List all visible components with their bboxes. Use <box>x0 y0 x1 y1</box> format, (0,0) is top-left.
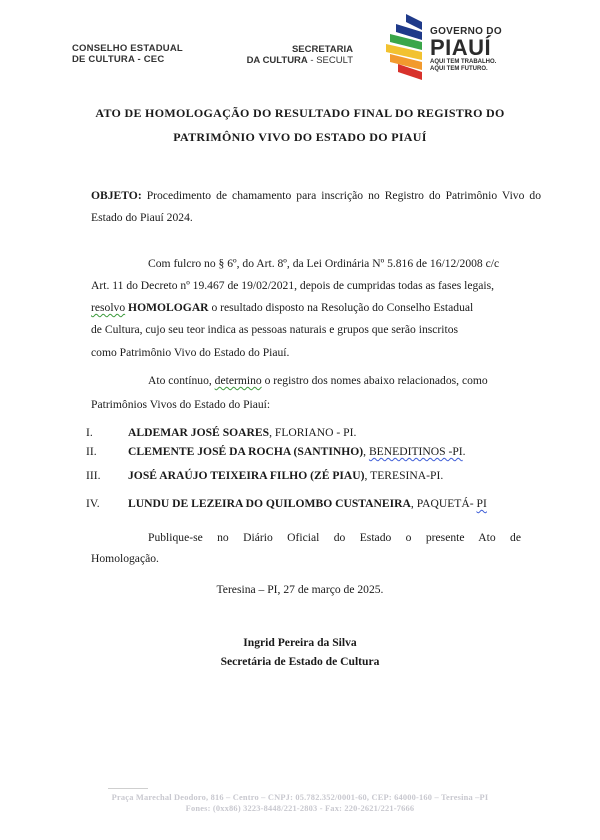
governo-piaui-logo <box>430 26 502 73</box>
cec-line2: DE CULTURA - CEC <box>72 54 165 65</box>
objeto-paragraph <box>91 185 541 228</box>
p1-line5: como Patrimônio Vivo do Estado do Piauí. <box>91 346 290 359</box>
p1-line3 <box>91 301 473 314</box>
list-item-number: III. <box>86 469 101 482</box>
list-item-place: , <box>363 445 369 458</box>
list-item-place: , PAQUETÁ- <box>410 497 477 510</box>
p1-line3-rest: o resultado disposto na Resolução do Conselho Estadual <box>208 301 474 314</box>
p2-line1 <box>148 374 488 387</box>
secult-logo <box>227 44 353 66</box>
list-item-place-underlined: BENEDITINOS -PI <box>368 445 463 458</box>
determino-word: determino <box>214 374 262 387</box>
cec-line1: CONSELHO ESTADUAL <box>72 43 183 54</box>
list-item-number: I. <box>86 426 93 439</box>
footer-address: Praça Marechal Deodoro, 816 – Centro – CNPJ: 05.782.352/0001-60, CEP: 64000-160 – Teresina –PI <box>111 793 489 802</box>
p1-line1: Com fulcro no § 6º, do Art. 8º, da Lei Ordinária Nº 5.816 de 16/12/2008 c/c <box>148 257 500 270</box>
resolvo-word: resolvo <box>91 301 126 314</box>
secult-line1: SECRETARIA <box>291 44 353 55</box>
p2-line2: Patrimônios Vivos do Estado do Piauí: <box>91 398 271 411</box>
objeto-label: OBJETO: <box>91 189 142 202</box>
document-title-line1: ATO DE HOMOLOGAÇÃO DO RESULTADO FINAL DO REGISTRO DO <box>95 106 505 120</box>
list-item-name: CLEMENTE JOSÉ DA ROCHA (SANTINHO) <box>128 445 364 458</box>
list-item-number: II. <box>86 445 97 458</box>
p1-line4: de Cultura, cujo seu teor indica as pessoas naturais e grupos que serão inscritos <box>91 323 459 336</box>
footer-rule <box>108 788 148 789</box>
document-title-line2: PATRIMÔNIO VIVO DO ESTADO DO PIAUÍ <box>173 130 427 144</box>
cec-logo <box>72 43 183 65</box>
homologar-word: HOMOLOGAR <box>128 301 209 314</box>
footer-phones: Fones: (0xx86) 3223-8448/221-2803 - Fax: 220-2621/221-7666 <box>185 804 415 813</box>
gov-line2: PIAUÍ <box>430 35 492 60</box>
secult-line2b: - SECULT <box>307 55 353 66</box>
list-item <box>128 497 487 510</box>
objeto-text: Procedimento de chamamento para inscrição no Registro do Patrimônio Vivo do Estado do Piauí 2024. <box>91 189 541 224</box>
p1-line2: Art. 11 do Decreto nº 19.467 de 19/02/2021, depois de cumpridas todas as fases legais, <box>91 279 495 292</box>
list-item-place: , FLORIANO - PI. <box>269 426 357 439</box>
publique-line2: Homologação. <box>91 552 159 565</box>
governo-piaui-emblem <box>382 12 430 82</box>
gov-line1: GOVERNO DO <box>430 26 502 37</box>
list-item-number: IV. <box>86 497 100 510</box>
date-line: Teresina – PI, 27 de março de 2025. <box>216 583 384 596</box>
list-item-place-end: . <box>462 445 466 458</box>
p2-c: o registro dos nomes abaixo relacionados, como <box>261 374 488 387</box>
gov-line3: AQUI TEM TRABALHO. <box>430 59 497 65</box>
list-item-name: JOSÉ ARAÚJO TEIXEIRA FILHO (ZÉ PIAU) <box>128 469 365 482</box>
list-item <box>128 426 356 439</box>
list-item <box>128 469 443 482</box>
list-item <box>128 445 466 458</box>
list-item-name: LUNDU DE LEZEIRA DO QUILOMBO CUSTANEIRA <box>128 497 411 510</box>
publique-line1: Publique-se no Diário Oficial do Estado o presente Ato de <box>148 531 521 544</box>
signatory-name: Ingrid Pereira da Silva <box>243 636 357 649</box>
list-item-name: ALDEMAR JOSÉ SOARES <box>128 426 270 439</box>
signatory-role: Secretária de Estado de Cultura <box>220 655 380 668</box>
gov-line4: AQUI TEM FUTURO. <box>430 66 488 72</box>
secult-line2a: DA CULTURA <box>246 55 308 66</box>
p2-a: Ato contínuo, <box>148 374 215 387</box>
list-item-place-underlined: PI <box>476 497 487 510</box>
list-item-place: , TERESINA-PI. <box>364 469 444 482</box>
